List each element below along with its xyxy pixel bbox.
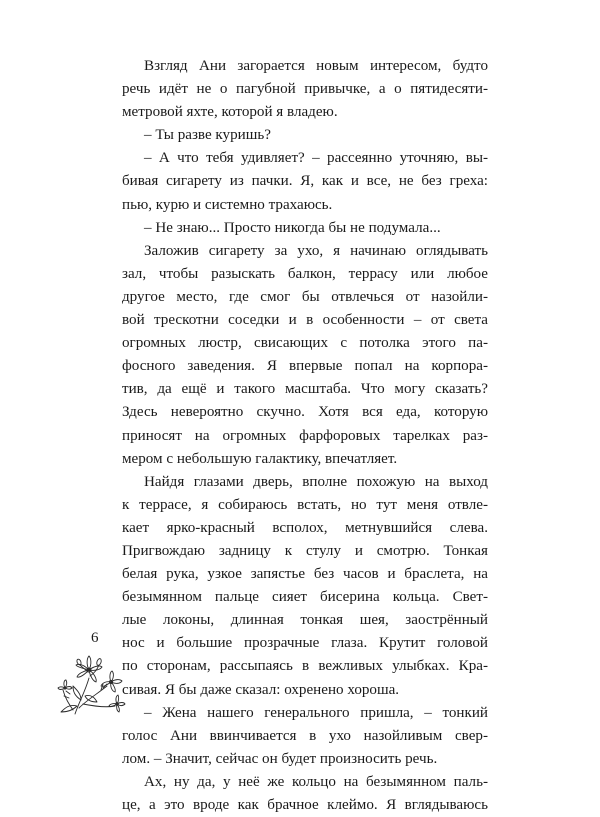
text-line: зал, чтобы разыскать балкон, террасу или любое bbox=[122, 265, 488, 282]
text-line: вой трескотни соседки и в особенности – от света bbox=[122, 312, 488, 329]
paragraph bbox=[122, 702, 488, 771]
text-line: безымянном пальце сияет бисерина кольца. Свет- bbox=[122, 589, 488, 606]
text-line: сивая. Я бы даже сказал: охренено хороша. bbox=[122, 681, 400, 698]
body-text bbox=[122, 55, 488, 817]
text-line: Пригвождаю задницу к стулу и смотрю. Тонкая bbox=[122, 542, 488, 559]
text-line: лые локоны, длинная тонкая шея, заострённый bbox=[122, 612, 488, 629]
paragraph bbox=[122, 217, 488, 240]
text-line: це, а это вроде как брачное клеймо. Я вглядываюсь bbox=[122, 797, 488, 813]
text-line: пью, курю и системно трахаюсь. bbox=[122, 196, 333, 213]
paragraph bbox=[122, 147, 488, 216]
text-line: Ах, ну да, у неё же кольцо на безымянном паль- bbox=[144, 773, 488, 790]
paragraph bbox=[122, 471, 488, 702]
text-line: речь идёт не о пагубной привычке, а о пятидесяти- bbox=[122, 81, 488, 98]
text-line: Заложив сигарету за ухо, я начинаю оглядывать bbox=[144, 242, 488, 259]
text-line: к террасе, я собираюсь встать, но тут меня отвле- bbox=[122, 496, 488, 513]
text-line: – Не знаю... Просто никогда бы не подумала... bbox=[144, 219, 441, 236]
paragraph bbox=[122, 771, 488, 817]
text-line: Взгляд Ани загорается новым интересом, будто bbox=[144, 58, 488, 74]
text-line: – А что тебя удивляет? – рассеянно уточняю, вы- bbox=[144, 150, 488, 167]
text-line: кает ярко-красный всполох, метнувшийся слева. bbox=[122, 519, 488, 536]
text-line: по сторонам, рассыпаясь в вежливых улыбках. Кра- bbox=[122, 658, 488, 675]
paragraph bbox=[122, 240, 488, 471]
text-line: Найдя глазами дверь, вполне похожую на выход bbox=[144, 473, 488, 490]
text-line: мером с небольшую галактику, впечатляет. bbox=[122, 450, 398, 467]
text-line: нос и большие прозрачные глаза. Крутит головой bbox=[122, 635, 488, 652]
text-line: бивая сигарету из пачки. Я, как и все, не без греха: bbox=[122, 173, 488, 190]
text-line: – Ты разве куришь? bbox=[144, 127, 271, 144]
text-line: лом. – Значит, сейчас он будет произносить речь. bbox=[122, 750, 438, 767]
paragraph bbox=[122, 55, 488, 124]
floral-ornament-icon bbox=[55, 648, 127, 716]
text-line: другое место, где смог бы отвлечься от назойли- bbox=[122, 288, 488, 305]
text-line: голос Ани ввинчивается в ухо назойливым свер- bbox=[122, 727, 488, 744]
page-number: 6 bbox=[91, 630, 99, 646]
text-line: – Жена нашего генерального пришла, – тонкий bbox=[144, 704, 488, 721]
text-line: метровой яхте, которой я владею. bbox=[122, 104, 338, 121]
text-line: белая рука, узкое запястье без часов и браслета, на bbox=[122, 566, 488, 583]
text-line: фосного заведения. Я впервые попал на корпора- bbox=[122, 358, 488, 375]
paragraph bbox=[122, 124, 488, 147]
text-line: Здесь невероятно скучно. Хотя вся еда, которую bbox=[122, 404, 488, 421]
text-line: огромных люстр, свисающих с потолка этого па- bbox=[122, 335, 488, 352]
text-line: тив, да ещё и такого масштаба. Что могу сказать? bbox=[122, 381, 488, 398]
text-line: приносят на огромных фарфоровых тарелках раз- bbox=[122, 427, 488, 444]
